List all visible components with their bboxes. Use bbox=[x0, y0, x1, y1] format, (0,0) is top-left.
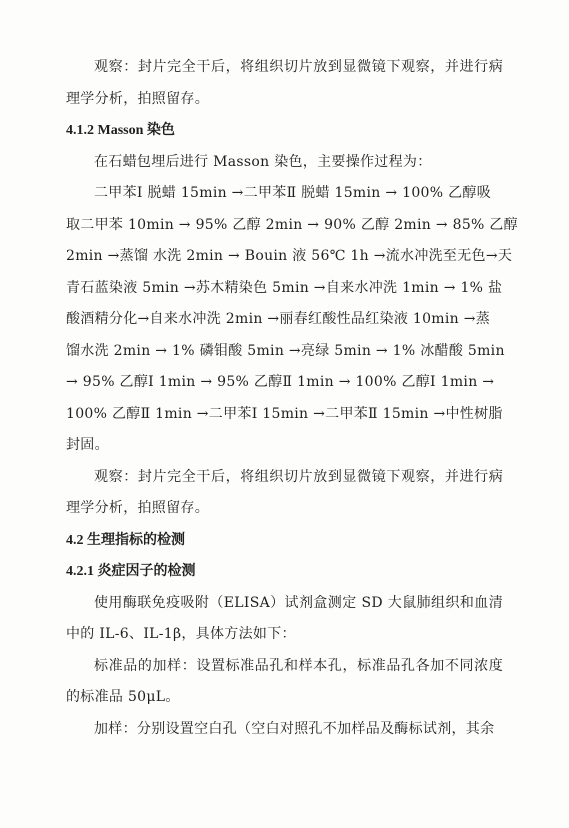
masson-steps bbox=[66, 178, 518, 462]
standard-paragraph: 标准品的加样：设置标准品孔和样本孔，标准品孔各加不同浓度的标准品 50μL。 bbox=[66, 657, 503, 705]
observation-paragraph: 观察：封片完全干后，将组织切片放到显微镜下观察，并进行病理学分析，拍照留存。 bbox=[66, 59, 503, 107]
section-heading: 4.2 生理指标的检测 bbox=[66, 532, 185, 548]
masson-step-line: 取二甲苯 10min → 95% 乙醇 2min → 90% 乙醇 2min → 85% 乙醇 bbox=[66, 216, 518, 233]
masson-step-line: 二甲苯Ⅰ 脱蜡 15min →二甲苯Ⅱ 脱蜡 15min → 100% 乙醇吸 bbox=[94, 185, 491, 201]
masson-step-line: 酸酒精分化→自来水冲洗 2min →丽春红酸性品红染液 10min →蒸 bbox=[66, 311, 491, 327]
elisa-intro: 使用酶联免疫吸附（ELISA）试剂盒测定 SD 大鼠肺组织和血清中的 IL-6、IL-1β，具体方法如下： bbox=[66, 594, 503, 642]
masson-heading: 4.1.2 Masson 染色 bbox=[66, 123, 175, 138]
masson-step-line: 青石蓝染液 5min →苏木精染色 5min →自来水冲洗 1min → 1% 盐 bbox=[66, 279, 503, 296]
masson-step-line: 100% 乙醇Ⅱ 1min →二甲苯Ⅰ 15min →二甲苯Ⅱ 15min →中性树脂 bbox=[66, 405, 503, 422]
masson-step-line: 封固。 bbox=[66, 437, 109, 453]
masson-step-line: → 95% 乙醇Ⅰ 1min → 95% 乙醇Ⅱ 1min → 100% 乙醇Ⅰ 1min → bbox=[66, 374, 495, 390]
masson-step-line: 2min →蒸馏 水洗 2min → Bouin 液 56℃ 1h →流水冲洗至无色→天 bbox=[66, 248, 513, 264]
masson-intro: 在石蜡包埋后进行 Masson 染色，主要操作过程为： bbox=[94, 153, 432, 170]
sample-paragraph: 加样：分别设置空白孔（空白对照孔不加样品及酶标试剂，其余 bbox=[94, 720, 495, 737]
masson-step-line: 馏水洗 2min → 1% 磷钼酸 5min →亮绿 5min → 1% 冰醋酸 5min bbox=[66, 342, 505, 359]
subsection-heading: 4.2.1 炎症因子的检测 bbox=[66, 564, 196, 579]
observation-paragraph: 观察：封片完全干后，将组织切片放到显微镜下观察，并进行病理学分析，拍照留存。 bbox=[66, 468, 503, 516]
